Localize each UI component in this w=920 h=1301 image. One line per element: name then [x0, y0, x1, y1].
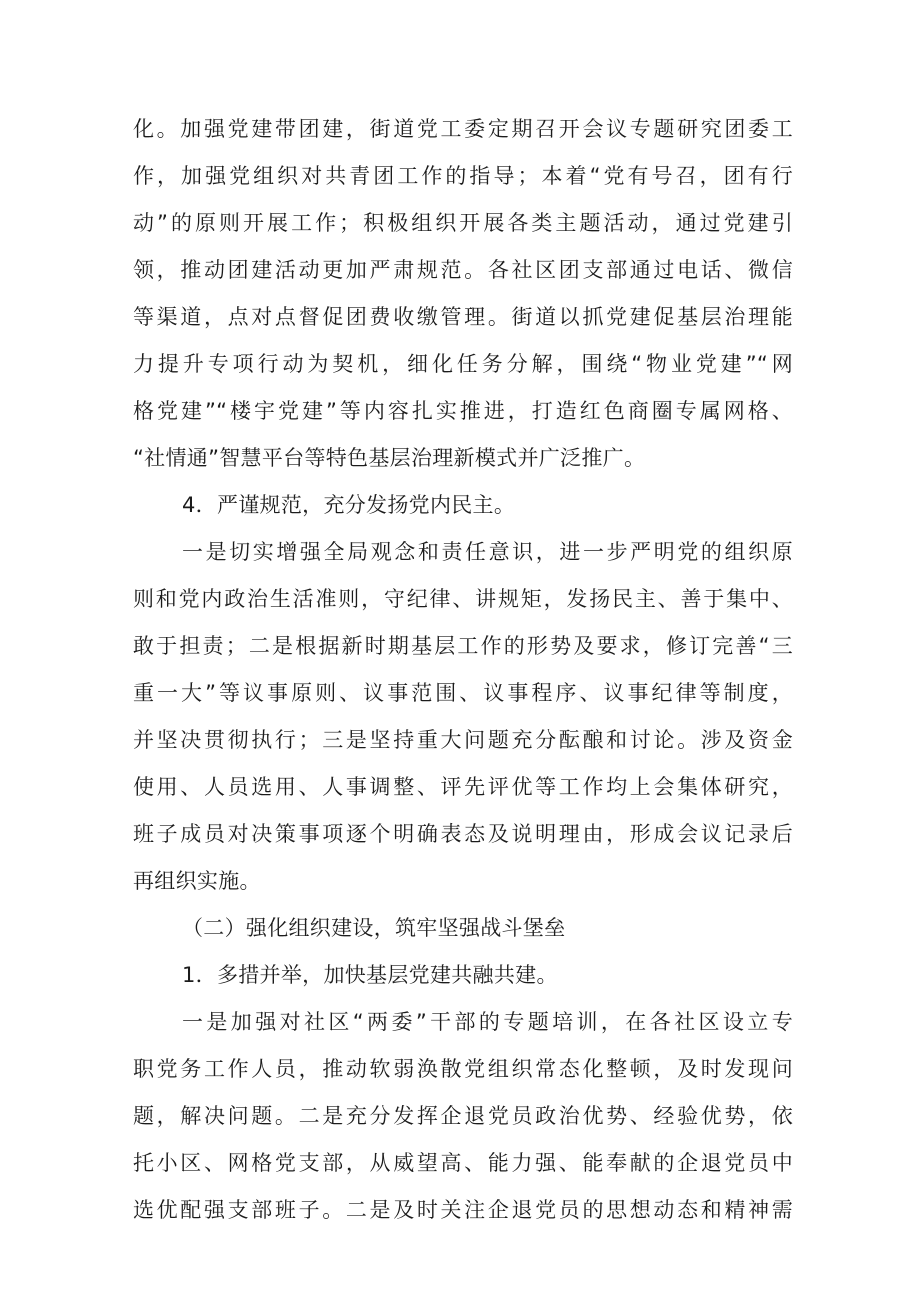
subsection-heading: 1．多措并举，加快基层党建共融共建。 — [182, 963, 558, 987]
text-line: 再组织实施。 — [133, 869, 261, 893]
text-line: 使用、人员选用、人事调整、评先评优等工作均上会集体研究， — [133, 775, 793, 799]
text-line: 题，解决问题。二是充分发挥企退党员政治优势、经验优势，依 — [133, 1104, 793, 1128]
text-line: 托小区、网格党支部，从威望高、能力强、能奉献的企退党员中 — [133, 1151, 793, 1175]
text-line: 作，加强党组织对共青团工作的指导；本着“党有号召，团有行 — [133, 164, 793, 188]
text-line: 并坚决贯彻执行；三是坚持重大问题充分酝酿和讨论。涉及资金 — [133, 728, 793, 752]
text-line: 重一大”等议事原则、议事范围、议事程序、议事纪律等制度， — [133, 681, 793, 705]
text-line: 敢于担责；二是根据新时期基层工作的形势及要求，修订完善“三 — [133, 634, 793, 658]
text-line: “社情通”智慧平台等特色基层治理新模式并广泛推广。 — [133, 446, 646, 470]
text-line: 一是加强对社区“两委”干部的专题培训，在各社区设立专 — [182, 1010, 793, 1034]
text-line: 一是切实增强全局观念和责任意识，进一步严明党的组织原 — [182, 540, 793, 564]
text-line: 选优配强支部班子。二是及时关注企退党员的思想动态和精神需 — [133, 1198, 793, 1222]
text-line: 职党务工作人员，推动软弱涣散党组织常态化整顿，及时发现问 — [133, 1057, 793, 1081]
text-line: 领，推动团建活动更加严肃规范。各社区团支部通过电话、微信 — [133, 258, 793, 282]
text-line: 班子成员对决策事项逐个明确表态及说明理由，形成会议记录后 — [133, 822, 793, 846]
text-line: 动”的原则开展工作；积极组织开展各类主题活动，通过党建引 — [133, 211, 793, 235]
text-line: 格党建”“楼宇党建”等内容扎实推进，打造红色商圈专属网格、 — [133, 399, 793, 423]
text-line: 力提升专项行动为契机，细化任务分解，围绕“物业党建”“网 — [133, 352, 793, 376]
text-line: 则和党内政治生活准则，守纪律、讲规矩，发扬民主、善于集中、 — [133, 587, 793, 611]
text-line: 化。加强党建带团建，街道党工委定期召开会议专题研究团委工 — [133, 117, 793, 141]
section-heading: 4．严谨规范，充分发扬党内民主。 — [182, 493, 516, 517]
section-heading: （二）强化组织建设，筑牢坚强战斗堡垒 — [182, 916, 566, 940]
text-line: 等渠道，点对点督促团费收缴管理。街道以抓党建促基层治理能 — [133, 305, 793, 329]
